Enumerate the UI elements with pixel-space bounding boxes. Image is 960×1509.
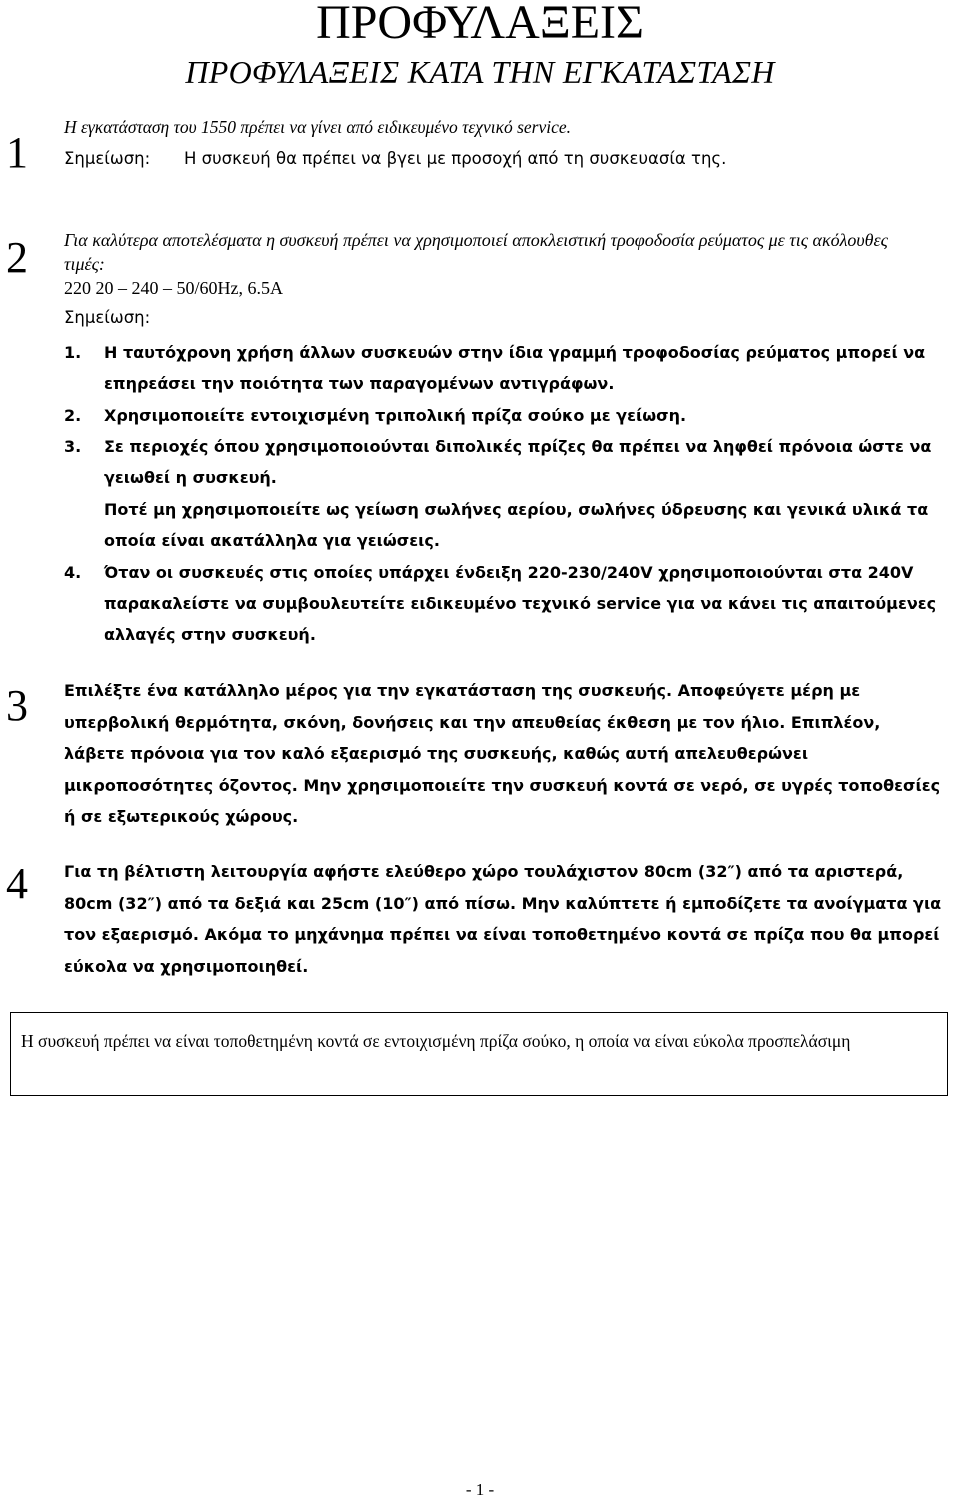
section2-power-values: 220 20 – 240 – 50/60Hz, 6.5A [64,278,283,298]
section1-note-text: Η συσκευή θα πρέπει να βγει με προσοχή από τη συσκευασία της. [184,149,727,168]
list-item-text: Ποτέ μη χρησιμοποιείτε ως γείωση σωλήνες αερίου, σωλήνες ύδρευσης και γενικά υλικά τα οποία είναι ακατάλληλα για γειώσεις. [104,500,929,550]
notice-box [10,1012,948,1096]
list-item-text: Όταν οι συσκευές στις οποίες υπάρχει ένδειξη 220-230/240V χρησιμοποιούνται στα 240V παρακαλείστε να συμβουλευτείτε ειδικευμένο τεχνικό service για να κάνει τις απαιτούμενες αλλαγές στην συσκευή. [104,563,937,644]
list-item [64,494,944,556]
list-item-number: 1. [64,343,82,362]
list-item-number: 2. [64,406,82,425]
list-item [64,400,944,431]
page-title: ΠΡΟΦΥΛΑΞΕΙΣ [316,0,644,49]
list-item [64,557,944,650]
list-item-text: Η ταυτόχρονη χρήση άλλων συσκευών στην ίδια γραμμή τροφοδοσίας ρεύματος μπορεί να επηρεάσει την ποιότητα των παραγομένων αντιγράφων. [104,343,926,393]
section2-paragraph [64,228,914,300]
section3-paragraph: Επιλέξτε ένα κατάλληλο μέρος για την εγκατάσταση της συσκευής. Αποφεύγετε μέρη με υπερβολική θερμότητα, σκόνη, δονήσεις και την απευθείας έκθεση με τον ήλιο. Επιπλέον, λάβετε πρόνοια για τον καλό εξαερισμό της συσκευής, καθώς αυτή απελευθερώνει μικροποσότητες όζοντος. Μην χρησιμοποιείτε την συσκευή κοντά σε νερό, σε υγρές τοποθεσίες ή σε εξωτερικούς χώρους. [64,681,941,826]
section1-note-label: Σημείωση: [64,149,151,168]
section-number-3: 3 [6,681,28,730]
section-number-1: 1 [6,128,28,177]
section2-note-label: Σημείωση: [64,308,151,327]
section2-power-text: Για καλύτερα αποτελέσματα η συσκευή πρέπει να χρησιμοποιεί αποκλειστική τροφοδοσία ρεύματος με τις ακόλουθες τιμές: [64,230,888,274]
page-subtitle: ΠΡΟΦΥΛΑΞΕΙΣ ΚΑΤΑ ΤΗΝ ΕΓΚΑΤΑΣΤΑΣΗ [185,54,775,90]
list-item-text: Σε περιοχές όπου χρησιμοποιούνται διπολικές πρίζες θα πρέπει να ληφθεί πρόνοια ώστε να γειωθεί η συσκευή. [104,437,932,487]
list-item [64,337,944,399]
section-number-4: 4 [6,859,28,908]
section1-installation-text: Η εγκατάσταση του 1550 πρέπει να γίνει από ειδικευμένο τεχνικό service. [64,117,572,137]
page-number: - 1 - [465,1480,495,1499]
section-number-2: 2 [6,233,28,282]
notice-box-text: Η συσκευή πρέπει να είναι τοποθετημένη κοντά σε εντοιχισμένη πρίζα σούκο, η οποία να είναι εύκολα προσπελάσιμη [21,1031,851,1051]
list-item-text: Χρησιμοποιείτε εντοιχισμένη τριπολική πρίζα σούκο με γείωση. [104,406,687,425]
list-item [64,431,944,493]
list-item-number: 4. [64,563,82,582]
list-item-number: 3. [64,437,82,456]
section4-paragraph: Για τη βέλτιστη λειτουργία αφήστε ελεύθερο χώρο τουλάχιστον 80cm (32″) από τα αριστερά, 80cm (32″) από τα δεξιά και 25cm (10″) από πίσω. Μην καλύπτετε ή εμποδίζετε τα ανοίγματα για τον εξαερισμό. Ακόμα το μηχάνημα πρέπει να είναι τοποθετημένο κοντά σε πρίζα που θα μπορεί εύκολα να χρησιμοποιηθεί. [64,862,942,976]
